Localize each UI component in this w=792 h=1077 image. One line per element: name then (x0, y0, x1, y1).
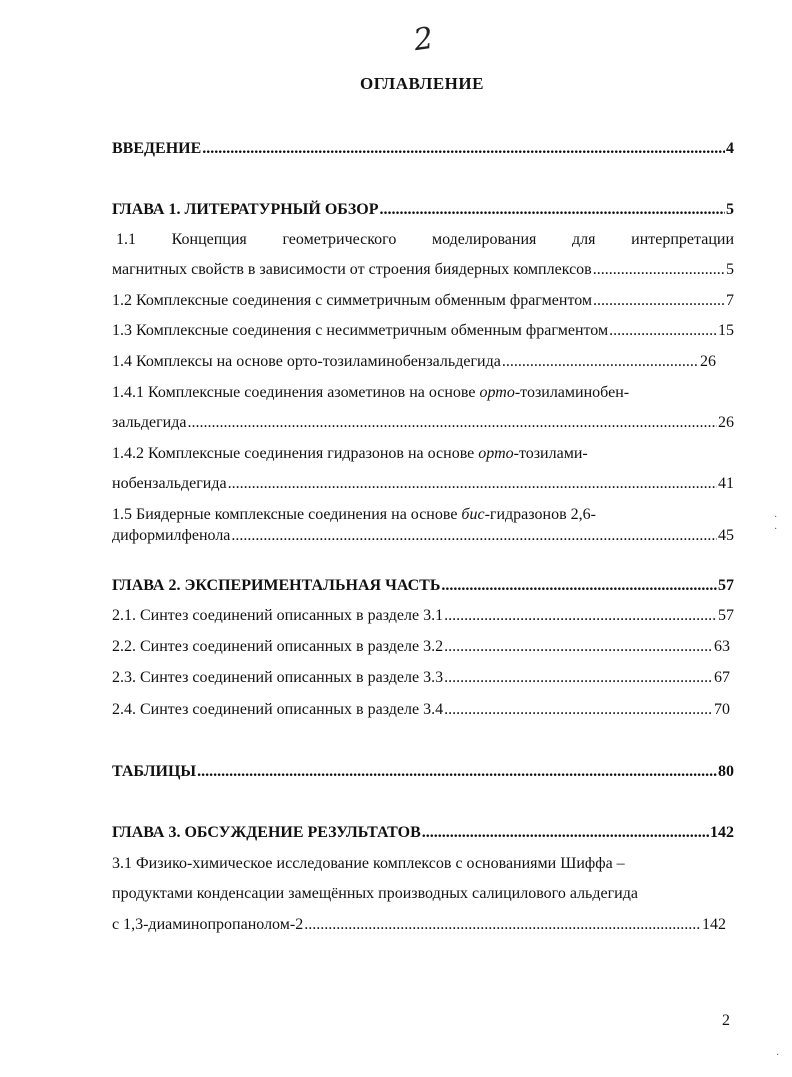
toc-entry-text-cont: -гидразонов 2,6- (484, 506, 596, 523)
toc-entry-text: 2.3. Синтез соединений описанных в разделе 3.3 (112, 669, 444, 686)
toc-entry-1-1-line1 (116, 230, 734, 250)
toc-entry-intro (112, 139, 734, 159)
toc-entry-page: 67 (714, 669, 730, 686)
toc-entry-page: 5 (726, 201, 734, 218)
word: геометрического (282, 231, 397, 248)
toc-entry-text: 1.3 Комплексные соединения с несимметричным обменным фрагментом (112, 322, 609, 339)
leader-dots (228, 474, 717, 494)
leader-dots (502, 352, 699, 372)
italic-term: орто (479, 384, 515, 401)
toc-entry-1-4-2-line1 (112, 444, 588, 464)
toc-entry-3-1-line2: продуктами конденсации замещённых производных салицилового альдегида (112, 885, 638, 902)
toc-entry-1-3 (112, 321, 734, 341)
leader-dots (609, 321, 717, 341)
toc-entry-text: ТАБЛИЦЫ (112, 763, 197, 780)
toc-entry-text: 2.2. Синтез соединений описанных в разделе 3.2 (112, 638, 444, 655)
leader-dots (444, 606, 717, 626)
toc-entry-page: 41 (718, 475, 734, 492)
toc-entry-text: ГЛАВА 3. ОБСУЖДЕНИЕ РЕЗУЛЬТАТОВ (112, 824, 421, 841)
toc-entry-page: 15 (718, 322, 734, 339)
leader-dots (202, 139, 725, 159)
toc-entry-page: 70 (714, 701, 730, 718)
leader-dots (444, 700, 713, 720)
toc-entry-text: ГЛАВА 2. ЭКСПЕРИМЕНТАЛЬНАЯ ЧАСТЬ (112, 577, 441, 594)
toc-entry-chapter-3 (112, 823, 734, 843)
leader-dots (187, 413, 717, 433)
leader-dots (593, 291, 725, 311)
toc-entry-page: 4 (726, 140, 734, 157)
leader-dots (422, 823, 709, 843)
toc-entry-text: 1.4.2 Комплексные соединения гидразонов на основе (112, 445, 479, 462)
toc-entry-text: диформилфенола (112, 527, 231, 544)
toc-entry-text: 1.4 Комплексы на основе орто-тозиламинобензальдегида (112, 353, 501, 370)
toc-entry-3-1-line1: 3.1 Физико-химическое исследование комплексов с основаниями Шиффа – (112, 855, 625, 872)
toc-entry-text: 2.4. Синтез соединений описанных в разделе 3.4 (112, 701, 444, 718)
toc-entry-page: 57 (718, 607, 734, 624)
toc-entry-page: 142 (702, 916, 726, 933)
handwritten-page-mark: 2 (411, 20, 436, 59)
word: Концепция (171, 231, 247, 248)
toc-entry-1-1-line2 (112, 260, 734, 280)
word: 1.1 (116, 231, 136, 248)
toc-entry-2-1 (112, 606, 734, 626)
toc-entry-2-2 (112, 637, 730, 657)
toc-entry-page: 5 (726, 261, 734, 278)
leader-dots (444, 668, 713, 688)
leader-dots (197, 762, 717, 782)
toc-entry-text: зальдегида (112, 414, 187, 431)
toc-entry-chapter-1 (112, 200, 734, 220)
toc-entry-text-cont: -тозиламинобен- (514, 384, 630, 401)
scan-speck: · (774, 512, 778, 523)
toc-entry-1-4 (112, 352, 716, 372)
toc-entry-page: 26 (718, 414, 734, 431)
toc-entry-text: 1.5 Биядерные комплексные соединения на основе (112, 506, 462, 523)
toc-entry-page: 80 (718, 763, 734, 780)
leader-dots (231, 526, 717, 546)
toc-entry-2-3 (112, 668, 730, 688)
toc-entry-1-5-line2 (112, 526, 734, 546)
page-number: 2 (722, 1012, 730, 1029)
toc-entry-3-1-line3 (112, 915, 726, 935)
word: интерпретации (631, 231, 734, 248)
leader-dots (593, 260, 725, 280)
toc-entry-text: 2.1. Синтез соединений описанных в разделе 3.1 (112, 607, 444, 624)
italic-term: орто (478, 445, 514, 462)
toc-entry-text: ГЛАВА 1. ЛИТЕРАТУРНЫЙ ОБЗОР (112, 201, 379, 218)
toc-entry-page: 7 (726, 292, 734, 309)
leader-dots (304, 915, 701, 935)
leader-dots (441, 576, 717, 596)
toc-entry-text: ВВЕДЕНИЕ (112, 140, 202, 157)
toc-entry-page: 26 (700, 353, 716, 370)
leader-dots (444, 637, 713, 657)
toc-entry-text: с 1,3-диаминопропанолом-2 (112, 916, 304, 933)
toc-entry-1-4-2-line2 (112, 474, 734, 494)
toc-entry-page: 142 (710, 824, 734, 841)
toc-entry-page: 45 (718, 527, 734, 544)
toc-entry-page: 63 (714, 638, 730, 655)
toc-entry-text: магнитных свойств в зависимости от строения биядерных комплексов (112, 261, 592, 278)
toc-entry-1-5-line1 (112, 505, 596, 525)
toc-entry-2-4 (112, 700, 730, 720)
word: моделирования (431, 231, 537, 248)
word: для (572, 231, 596, 248)
toc-entry-1-4-1-line2 (112, 413, 734, 433)
scan-speck: · (774, 524, 778, 535)
leader-dots (380, 200, 725, 220)
toc-entry-text: нобензальдегида (112, 475, 227, 492)
toc-title: ОГЛАВЛЕНИЕ (360, 74, 484, 93)
toc-entry-chapter-2 (112, 576, 734, 596)
toc-entry-tables (112, 762, 734, 782)
toc-entry-page: 57 (718, 577, 734, 594)
toc-entry-text-cont: -тозилами- (513, 445, 588, 462)
scan-speck: · (776, 1050, 780, 1061)
italic-term: бис (461, 506, 485, 523)
toc-entry-text: 1.4.1 Комплексные соединения азометинов на основе (112, 384, 480, 401)
toc-entry-1-4-1-line1 (112, 383, 629, 403)
toc-entry-text: 1.2 Комплексные соединения с симметричным обменным фрагментом (112, 292, 593, 309)
toc-entry-1-2 (112, 291, 734, 311)
